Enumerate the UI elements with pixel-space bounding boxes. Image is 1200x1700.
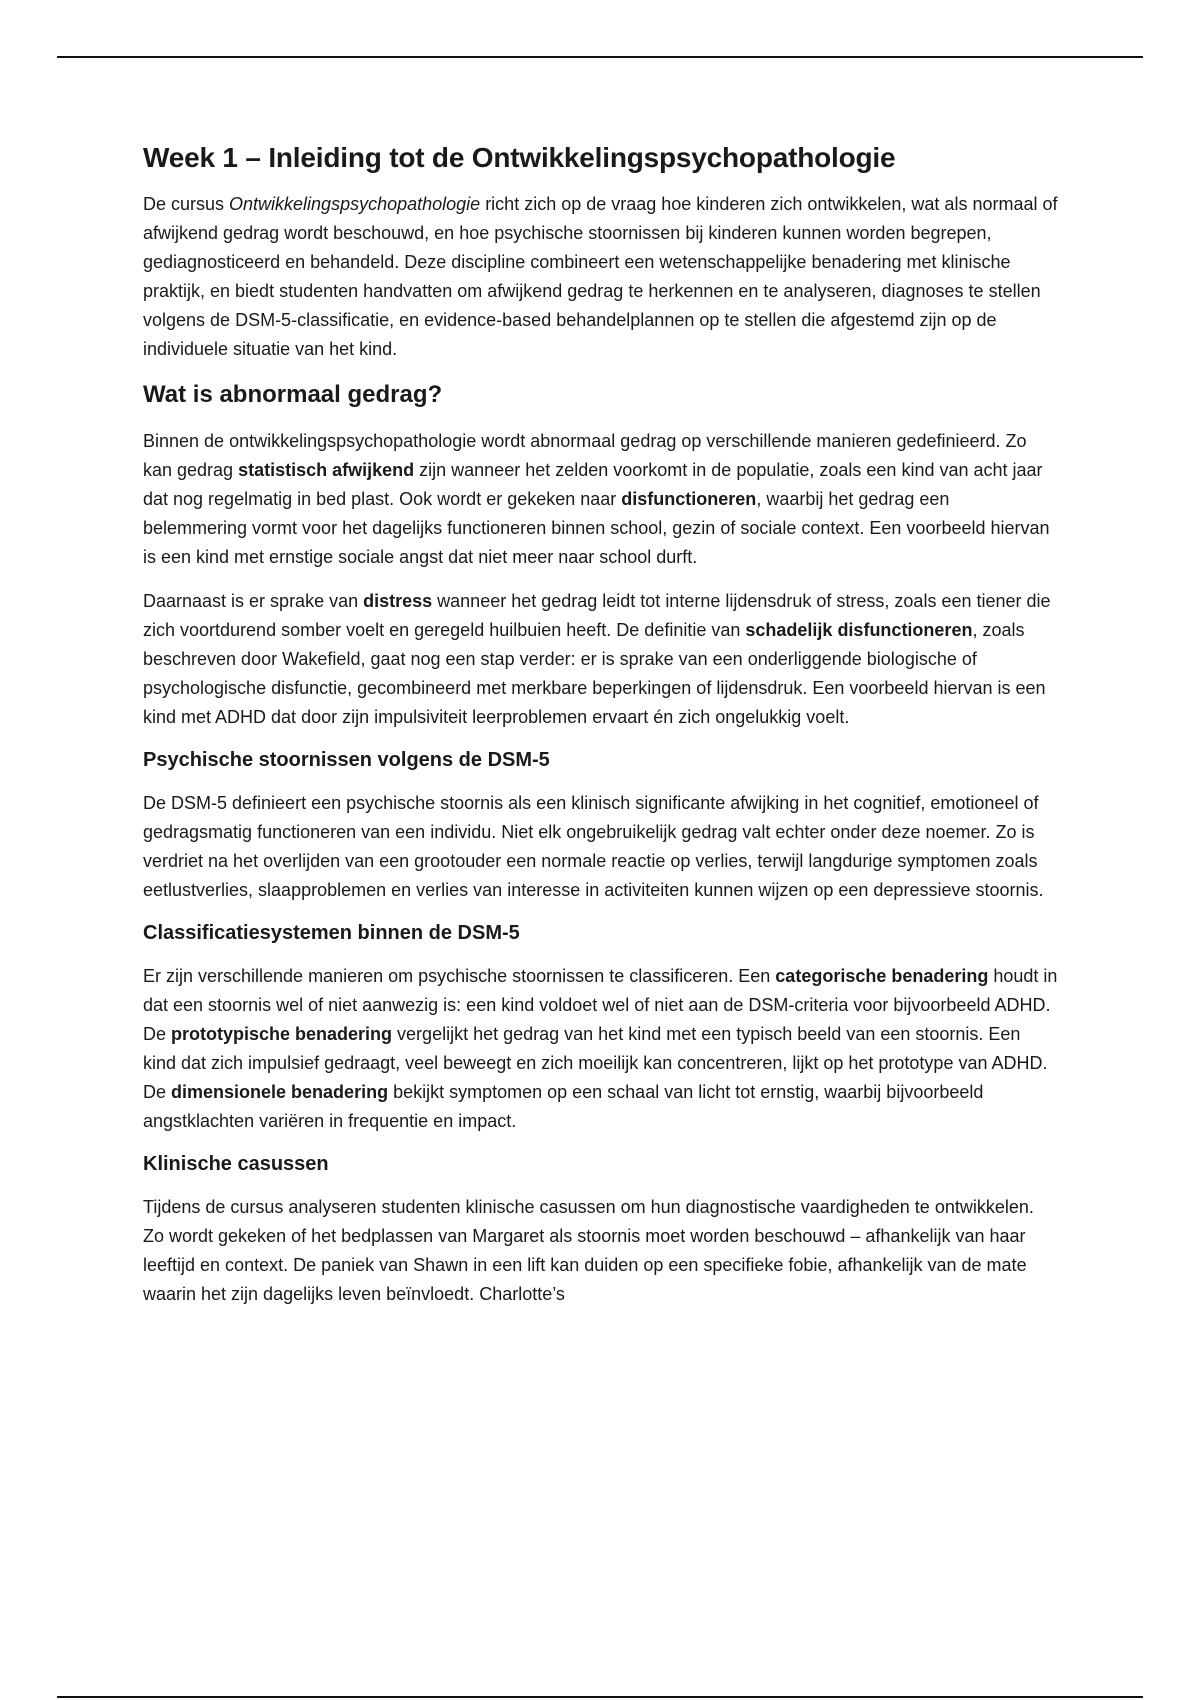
- intro-paragraph: [143, 190, 1058, 364]
- bold-term: categorische benadering: [775, 965, 989, 986]
- section-heading-abnormal-behavior: Wat is abnormaal gedrag?: [143, 381, 443, 409]
- classification-paragraph: [143, 962, 1058, 1136]
- text-run: wanneer het gedrag leidt tot interne lijdensdruk of stress, zoals een tiener die zich voortdurend somber voelt en geregeld huilbuien heeft. De definitie van: [143, 590, 1051, 640]
- abnormal-behavior-paragraph-1: [143, 427, 1058, 572]
- bold-term: dimensionele benadering: [171, 1081, 389, 1102]
- section-heading-dsm5-disorders: Psychische stoornissen volgens de DSM-5: [143, 748, 550, 771]
- bold-term: prototypische benadering: [171, 1023, 393, 1044]
- text-run: bekijkt symptomen op een schaal van licht tot ernstig, waarbij bijvoorbeeld angstklachten variëren in frequentie en impact.: [143, 1081, 984, 1131]
- dsm5-disorders-paragraph: De DSM-5 definieert een psychische stoornis als een klinisch significante afwijking in het cognitief, emotioneel of gedragsmatig functioneren van een individu. Niet elk ongebruikelijk gedrag valt echter onder deze noemer. Zo is verdriet na het overlijden van een grootouder een normale reactie op verlies, terwijl langdurige symptomen zoals eetlustverlies, slaapproblemen en verlies van interesse in activiteiten kunnen wijzen op een depressieve stoornis.: [143, 792, 1044, 900]
- bold-term: statistisch afwijkend: [238, 459, 415, 480]
- text-run: , waarbij het gedrag een belemmering vormt voor het dagelijks functioneren binnen school, gezin of sociale context. Een voorbeeld hiervan is een kind met ernstige sociale angst dat niet meer naar school durft.: [143, 488, 1050, 567]
- text-run: zijn wanneer het zelden voorkomt in de populatie, zoals een kind van acht jaar dat nog regelmatig in bed plast. Ook wordt er gekeken naar: [143, 459, 1043, 509]
- bold-term: disfunctioneren: [621, 488, 757, 509]
- top-divider: [57, 56, 1143, 58]
- text-run: houdt in dat een stoornis wel of niet aanwezig is: een kind voldoet wel of niet aan de DSM-criteria voor bijvoorbeeld ADHD. De: [143, 965, 1058, 1044]
- text-run: Daarnaast is er sprake van: [143, 590, 364, 611]
- section-heading-clinical-cases: Klinische casussen: [143, 1152, 329, 1175]
- intro-text-2: richt zich op de vraag hoe kinderen zich ontwikkelen, wat als normaal of afwijkend gedrag wordt beschouwd, en hoe psychische stoornissen bij kinderen kunnen worden begrepen, gediagnosticeerd en behandeld. Deze discipline combineert een wetenschappelijke benadering met klinische praktijk, en biedt studenten handvatten om afwijkend gedrag te herkennen en te analyseren, diagnoses te stellen volgens de DSM-5-classificatie, en evidence-based behandelplannen op te stellen die afgestemd zijn op de individuele situatie van het kind.: [143, 194, 1058, 360]
- text-run: , zoals beschreven door Wakefield, gaat nog een stap verder: er is sprake van een onderliggende biologische of psychologische disfunctie, gecombineerd met merkbare beperkingen of lijdensdruk. Een voorbeeld hiervan is een kind met ADHD dat door zijn impulsiviteit leerproblemen ervaart én zich ongelukkig voelt.: [143, 619, 1046, 727]
- text-run: Binnen de ontwikkelingspsychopathologie wordt abnormaal gedrag op verschillende manieren gedefinieerd. Zo kan gedrag: [143, 430, 1027, 480]
- intro-course-name: Ontwikkelingspsychopathologie: [229, 194, 481, 215]
- bottom-divider: [57, 1696, 1143, 1698]
- bold-term: distress: [363, 590, 433, 611]
- page-title: Week 1 – Inleiding tot de Ontwikkelingspsychopathologie: [143, 142, 896, 173]
- intro-text-1: De cursus: [143, 194, 230, 215]
- abnormal-behavior-paragraph-2: [143, 587, 1058, 732]
- clinical-cases-paragraph: Tijdens de cursus analyseren studenten klinische casussen om hun diagnostische vaardigheden te ontwikkelen. Zo wordt gekeken of het bedplassen van Margaret als stoornis moet worden beschouwd – afhankelijk van haar leeftijd en context. De paniek van Shawn in een lift kan duiden op een specifieke fobie, afhankelijk van de mate waarin het zijn dagelijks leven beïnvloedt. Charlotte’s: [143, 1196, 1034, 1304]
- text-run: vergelijkt het gedrag van het kind met een typisch beeld van een stoornis. Een kind dat zich impulsief gedraagt, veel beweegt en zich moeilijk kan concentreren, lijkt op het prototype van ADHD. De: [143, 1023, 1048, 1102]
- bold-term: schadelijk disfunctioneren: [745, 619, 973, 640]
- document-body: [143, 140, 1058, 1309]
- text-run: Er zijn verschillende manieren om psychische stoornissen te classificeren. Een: [143, 965, 776, 986]
- section-heading-classification: Classificatiesystemen binnen de DSM-5: [143, 921, 520, 944]
